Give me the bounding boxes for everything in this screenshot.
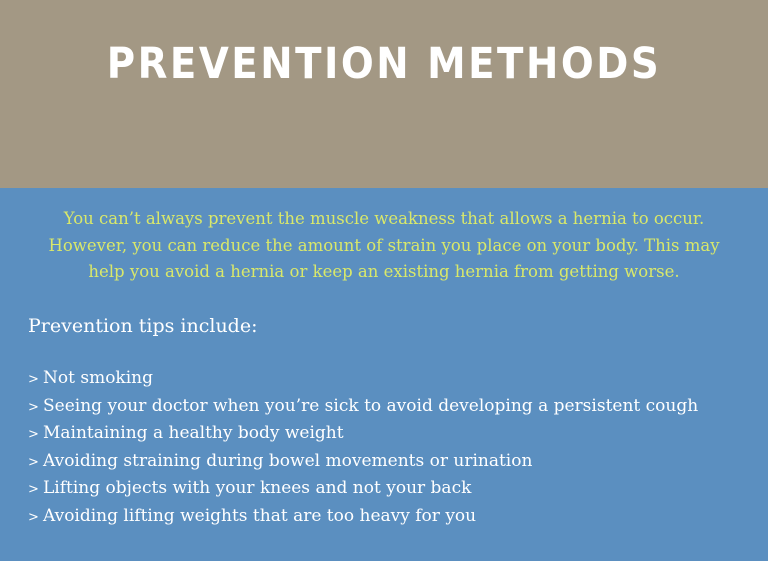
bullet-marker-icon: > <box>28 509 39 525</box>
list-item <box>28 480 748 497</box>
list-item <box>28 395 748 416</box>
list-item-label: Lifting objects with your knees and not your back <box>43 478 472 498</box>
tips-subheading: Prevention tips include: <box>28 315 258 337</box>
list-item-label: Seeing your doctor when you’re sick to avoid developing a persistent cough <box>43 395 699 416</box>
list-item-label: Maintaining a healthy body weight <box>43 423 344 443</box>
list-item-label: Avoiding straining during bowel movements or urination <box>43 450 533 471</box>
list-item <box>28 505 748 526</box>
slide-body <box>0 188 768 561</box>
title-band <box>0 0 768 188</box>
list-item <box>28 370 748 387</box>
intro-paragraph: You can’t always prevent the muscle weakness that allows a hernia to occur. However, you can reduce the amount of strain you place on your body. This may help you avoid a hernia or keep an existing hernia from getting worse. <box>48 209 720 282</box>
page-title: PREVENTION METHODS <box>106 39 662 89</box>
list-item <box>28 450 748 471</box>
list-item-label: Not smoking <box>43 368 153 388</box>
bullet-marker-icon: > <box>28 399 39 415</box>
prevention-tips-list <box>28 370 748 535</box>
list-item-label: Avoiding lifting weights that are too heavy for you <box>43 505 477 526</box>
list-item <box>28 425 748 442</box>
bullet-marker-icon: > <box>28 454 39 470</box>
bullet-marker-icon: > <box>28 427 39 442</box>
bullet-marker-icon: > <box>28 372 39 387</box>
bullet-marker-icon: > <box>28 482 39 497</box>
